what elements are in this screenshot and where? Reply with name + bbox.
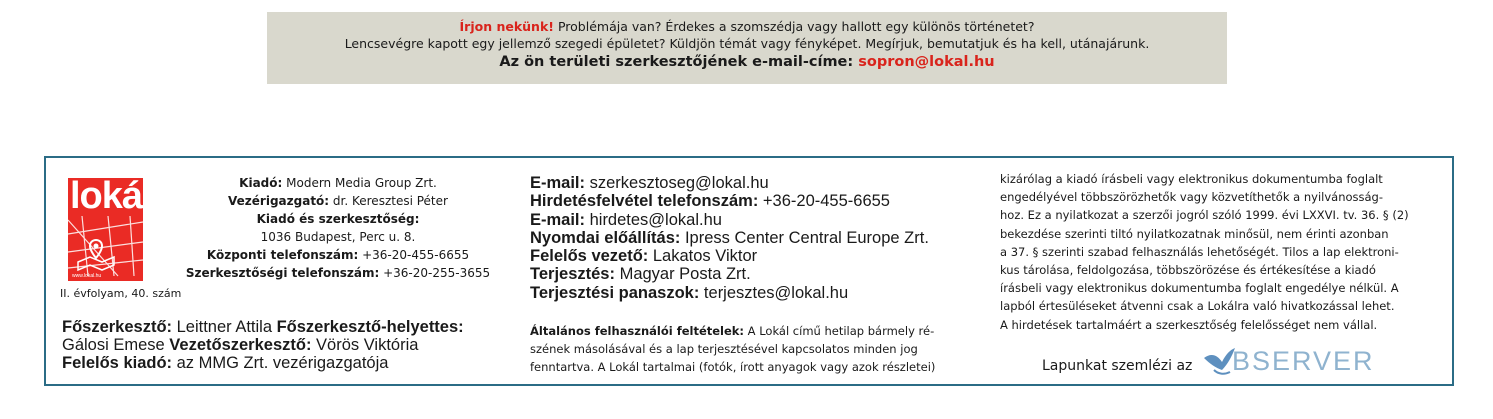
- contact-complaints: Terjesztési panaszok: terjesztes@lokal.hu: [530, 283, 849, 302]
- central-phone-line: Központi telefonszám: +36-20-455-6655: [206, 248, 470, 262]
- contact-ad-phone: Hirdetésfelvétel telefonszám: +36-20-455-6655: [530, 192, 890, 211]
- bird-icon: [1202, 344, 1236, 378]
- observer-wordmark: BSERVER: [1232, 346, 1375, 376]
- deputy-editor-label: Főszerkesztő-helyettes:: [276, 318, 464, 336]
- contact-distribution: Terjesztés: Magyar Posta Zrt.: [530, 265, 751, 284]
- legal-notice: [1000, 170, 1440, 334]
- legal-line: hoz. Ez a nyilatkozat a szerzői jogról szóló 1999. évi LXXVI. tv. 36. § (2): [1000, 208, 1409, 223]
- deputy-editor-name: Gálosi Emese: [62, 336, 170, 354]
- legal-line: lapból értesüléseket átvenni csak a Lokálra való hivatkozással lehet.: [1000, 299, 1395, 314]
- legal-line: bekezdése szerinti tiltó nyilatkozatnak minősül, nem érinti azonban: [1000, 226, 1389, 241]
- legal-line: A hirdetések tartalmáért a szerkesztőség felelősséget nem vállal.: [1000, 317, 1378, 332]
- legal-line: írásbeli vagy elektronikus dokumentumba foglalt engedélye nélkül. A: [1000, 281, 1399, 296]
- office-address: 1036 Budapest, Perc u. 8.: [260, 230, 416, 244]
- logo-wordmark: lokál: [70, 175, 152, 217]
- legal-line: kus tárolása, feldolgozása, többszörözése és értékesítése a kiadó: [1000, 263, 1376, 278]
- contact-ad-email: E-mail: hirdetes@lokal.hu: [530, 210, 722, 229]
- terms-line-2: szének másolásával és a lap terjesztésével kapcsolatos minden jog: [530, 342, 918, 356]
- observer-logo: [1202, 344, 1392, 380]
- contact-editorial-email: E-mail: szerkesztoseg@lokal.hu: [530, 174, 769, 192]
- chief-editor-name: Leittner Attila: [172, 318, 277, 336]
- chief-editor-label: Főszerkesztő:: [62, 318, 173, 336]
- notice-cta: Írjon nekünk!: [459, 19, 554, 34]
- contact-printing: Nyomdai előállítás: Ipress Center Central Europe Zrt.: [530, 228, 929, 247]
- imprint-box: [44, 156, 1454, 386]
- publisher-line: Kiadó: Modern Media Group Zrt.: [239, 176, 437, 190]
- ceo-line: Vezérigazgató: dr. Keresztesi Péter: [228, 194, 448, 208]
- editorial-phone-line: Szerkesztőségi telefonszám: +36-20-255-3655: [185, 266, 491, 280]
- contact-print-manager: Felelős vezető: Lakatos Viktor: [530, 247, 758, 266]
- notice-email-line: [267, 52, 1227, 72]
- responsible-publisher-value: az MMG Zrt. vezérigazgatója: [172, 354, 389, 372]
- lead-editor-label: Vezetőszerkesztő:: [169, 336, 312, 354]
- terms-line-3: fenntartva. A Lokál tartalmai (fotók, írott anyagok vagy azok részletei): [530, 360, 936, 374]
- terms-label: Általános felhasználói feltételek:: [530, 324, 745, 338]
- notice-email-label: Az ön területi szerkesztőjének e-mail-címe:: [499, 54, 859, 70]
- legal-line: a 37. § szerinti szabad felhasználás lehetőségét. Tilos a lap elektroni-: [1000, 244, 1399, 259]
- press-monitor-text: Lapunkat szemlézi az: [1042, 358, 1193, 374]
- office-label: Kiadó és szerkesztőség:: [256, 212, 420, 226]
- logo-url: www.lokal.hu: [72, 273, 102, 279]
- issue-number: II. évfolyam, 40. szám: [60, 287, 182, 300]
- responsible-publisher-label: Felelős kiadó:: [62, 354, 173, 372]
- lead-editor-name: Vörös Viktória: [311, 336, 419, 354]
- terms-of-use: Általános felhasználói feltételek: A Lokál című hetilap bármely ré- szének másolásával és a lap terjesztésével kapcsolatos minden jog fenntartva. A Lokál tartalmai (fotók, írott anyagok vagy azok részletei): [530, 322, 980, 376]
- map-pin-icon: [68, 216, 143, 276]
- notice-line-1: [267, 18, 1227, 35]
- contact-list: [530, 174, 990, 302]
- lokal-logo: [68, 175, 152, 281]
- publisher-info: [158, 174, 518, 282]
- notice-line-2: Lencsevégre kapott egy jellemző szegedi épületet? Küldjön témát vagy fényképet. Megírjuk, bemutatjuk és ha kell, utánajárunk.: [344, 36, 1150, 51]
- notice-email-link[interactable]: sopron@lokal.hu: [858, 54, 995, 70]
- legal-line: engedélyével többszörözhetők vagy közvetíthetők a nyilvánosság-: [1000, 190, 1383, 205]
- legal-line: kizárólag a kiadó írásbeli vagy elektronikus dokumentumba foglalt: [1000, 172, 1383, 186]
- staff-list: [62, 318, 522, 372]
- notice-line-1-text: Problémája van? Érdekes a szomszédja vagy hallott egy különös történetet?: [553, 19, 1035, 34]
- contact-notice: [267, 12, 1227, 84]
